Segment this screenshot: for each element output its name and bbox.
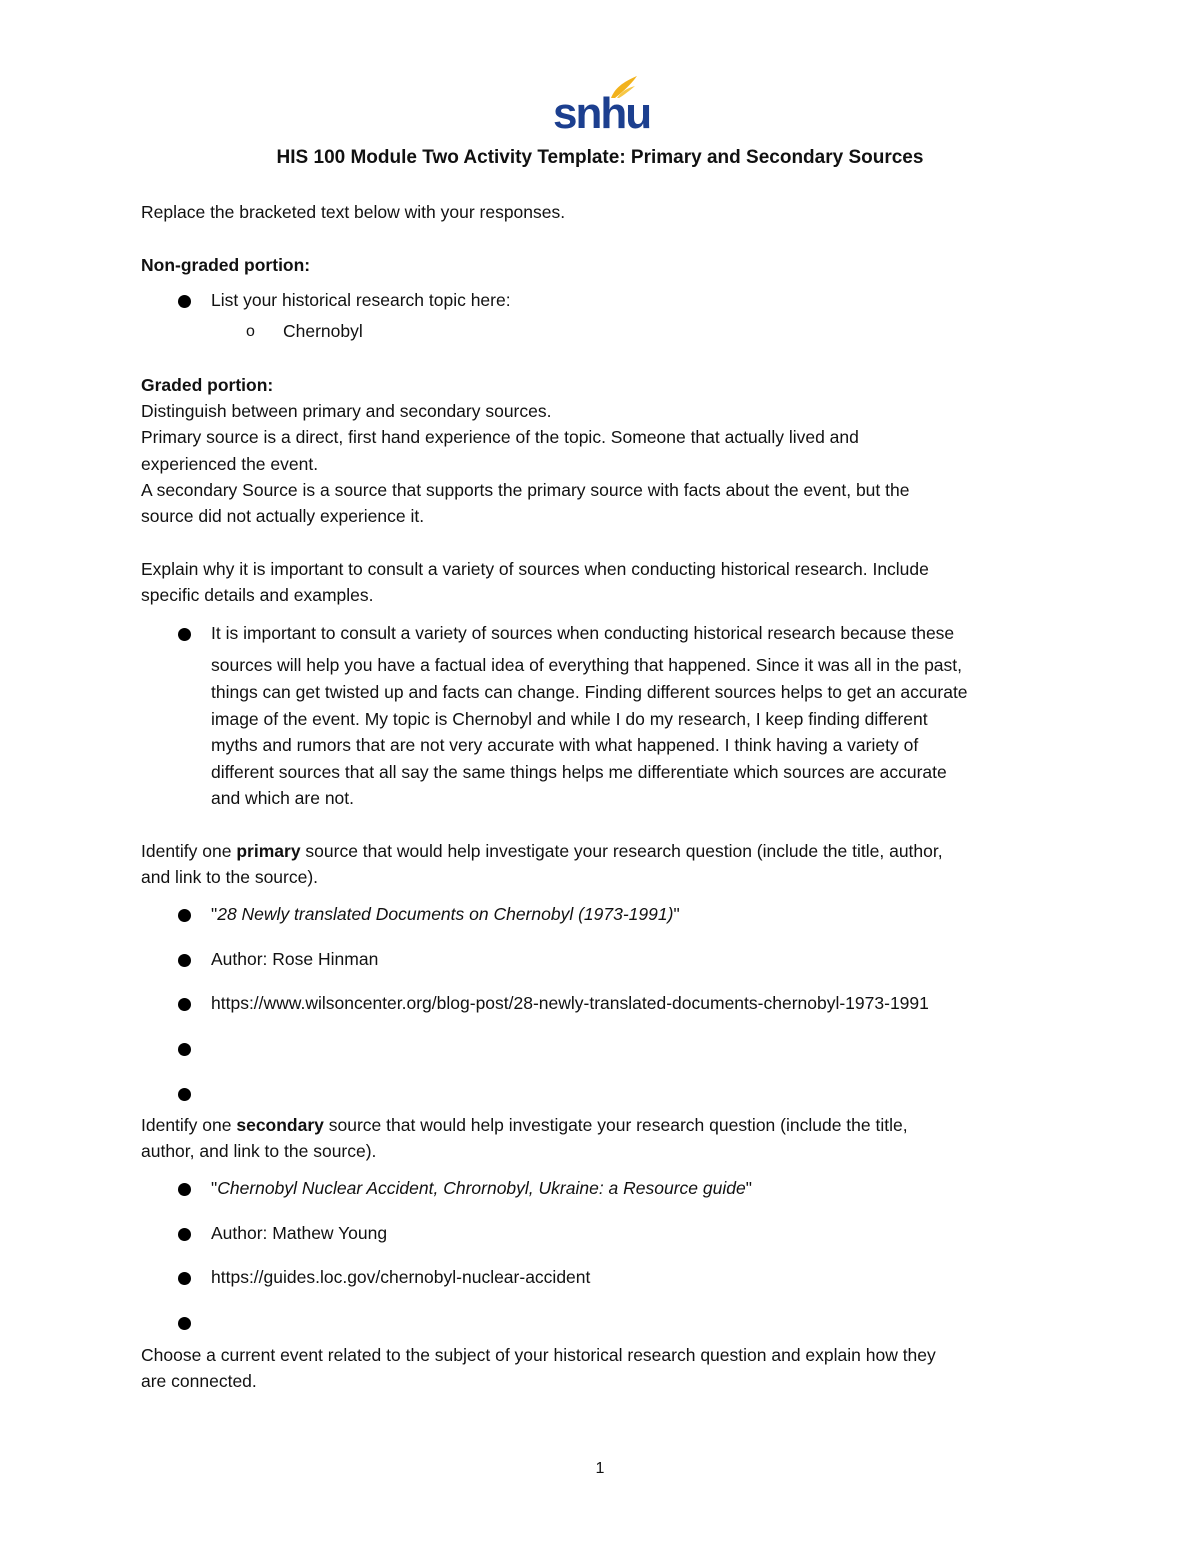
graded-line: experienced the event. — [141, 454, 319, 474]
topic-value: Chernobyl — [283, 321, 363, 341]
explain-answer-line: image of the event. My topic is Chernobyl and while I do my research, I keep finding different — [211, 709, 928, 729]
secondary-author: Author: Mathew Young — [211, 1223, 388, 1243]
explain-answer-line: different sources that all say the same things helps me differentiate which sources are accurate — [211, 762, 947, 782]
graded-line: source did not actually experience it. — [141, 506, 425, 526]
explain-prompt-line: Explain why it is important to consult a variety of sources when conducting historical research. Include — [141, 559, 929, 579]
instructions: Replace the bracketed text below with your responses. — [141, 202, 566, 222]
primary-prompt — [141, 838, 943, 864]
primary-prompt-bold: primary — [236, 841, 301, 861]
graded-line: A secondary Source is a source that supports the primary source with facts about the event, but the — [141, 480, 910, 500]
explain-answer-line: myths and rumors that are not very accurate with what happened. I think having a variety of — [211, 735, 919, 755]
primary-author: Author: Rose Hinman — [211, 949, 379, 969]
secondary-prompt-line2: author, and link to the source). — [141, 1141, 377, 1161]
explain-prompt-line: specific details and examples. — [141, 585, 374, 605]
bullet-icon — [178, 628, 191, 641]
snhu-logo — [553, 74, 651, 138]
primary-link[interactable]: https://www.wilsoncenter.org/blog-post/28-newly-translated-documents-chernobyl-1973-1991 — [211, 993, 929, 1013]
topic-prompt: List your historical research topic here: — [211, 290, 511, 310]
bullet-icon — [178, 998, 191, 1011]
explain-answer-line: things can get twisted up and facts can change. Finding different sources helps to get an accurate — [211, 682, 968, 702]
current-event-line: Choose a current event related to the subject of your historical research question and explain how they — [141, 1345, 936, 1365]
primary-prompt-pre: Identify one — [141, 841, 237, 861]
page-number: 1 — [595, 1460, 605, 1477]
bullet-icon — [178, 1272, 191, 1285]
bullet-icon — [178, 954, 191, 967]
secondary-prompt-pre: Identify one — [141, 1115, 237, 1135]
quote-close: " — [745, 1178, 752, 1198]
bullet-icon — [178, 1228, 191, 1241]
secondary-title — [211, 1175, 752, 1202]
page-title: HIS 100 Module Two Activity Template: Primary and Secondary Sources — [276, 147, 924, 168]
current-event-line: are connected. — [141, 1371, 257, 1391]
quote-open: " — [211, 904, 218, 924]
bullet-icon — [178, 1317, 191, 1330]
sub-bullet-icon: o — [246, 323, 255, 340]
bullet-icon — [178, 1088, 191, 1101]
explain-answer-line: and which are not. — [211, 788, 355, 808]
secondary-title-text: Chernobyl Nuclear Accident, Chrornobyl, Ukraine: a Resource guide — [217, 1178, 746, 1198]
bullet-icon — [178, 1043, 191, 1056]
secondary-prompt-bold: secondary — [236, 1115, 324, 1135]
graded-line: Primary source is a direct, first hand experience of the topic. Someone that actually lived and — [141, 427, 859, 447]
graded-heading: Graded portion: — [141, 375, 274, 395]
graded-line: Distinguish between primary and secondary sources. — [141, 401, 552, 421]
primary-title-text: 28 Newly translated Documents on Chernobyl (1973-1991) — [217, 904, 674, 924]
quote-close: " — [673, 904, 680, 924]
explain-answer-line: It is important to consult a variety of sources when conducting historical research because these — [211, 623, 955, 643]
secondary-prompt — [141, 1112, 908, 1138]
nongraded-heading: Non-graded portion: — [141, 255, 311, 275]
secondary-link[interactable]: https://guides.loc.gov/chernobyl-nuclear-accident — [211, 1267, 591, 1287]
explain-answer-line: sources will help you have a factual idea of everything that happened. Since it was all in the past, — [211, 655, 963, 675]
primary-prompt-line2: and link to the source). — [141, 867, 319, 887]
logo-text: snhu — [553, 89, 651, 138]
primary-prompt-post: source that would help investigate your research question (include the title, author, — [300, 841, 943, 861]
secondary-prompt-post: source that would help investigate your research question (include the title, — [323, 1115, 908, 1135]
primary-title — [211, 901, 680, 928]
bullet-icon — [178, 1183, 191, 1196]
quote-open: " — [211, 1178, 218, 1198]
bullet-icon — [178, 909, 191, 922]
bullet-icon — [178, 295, 191, 308]
